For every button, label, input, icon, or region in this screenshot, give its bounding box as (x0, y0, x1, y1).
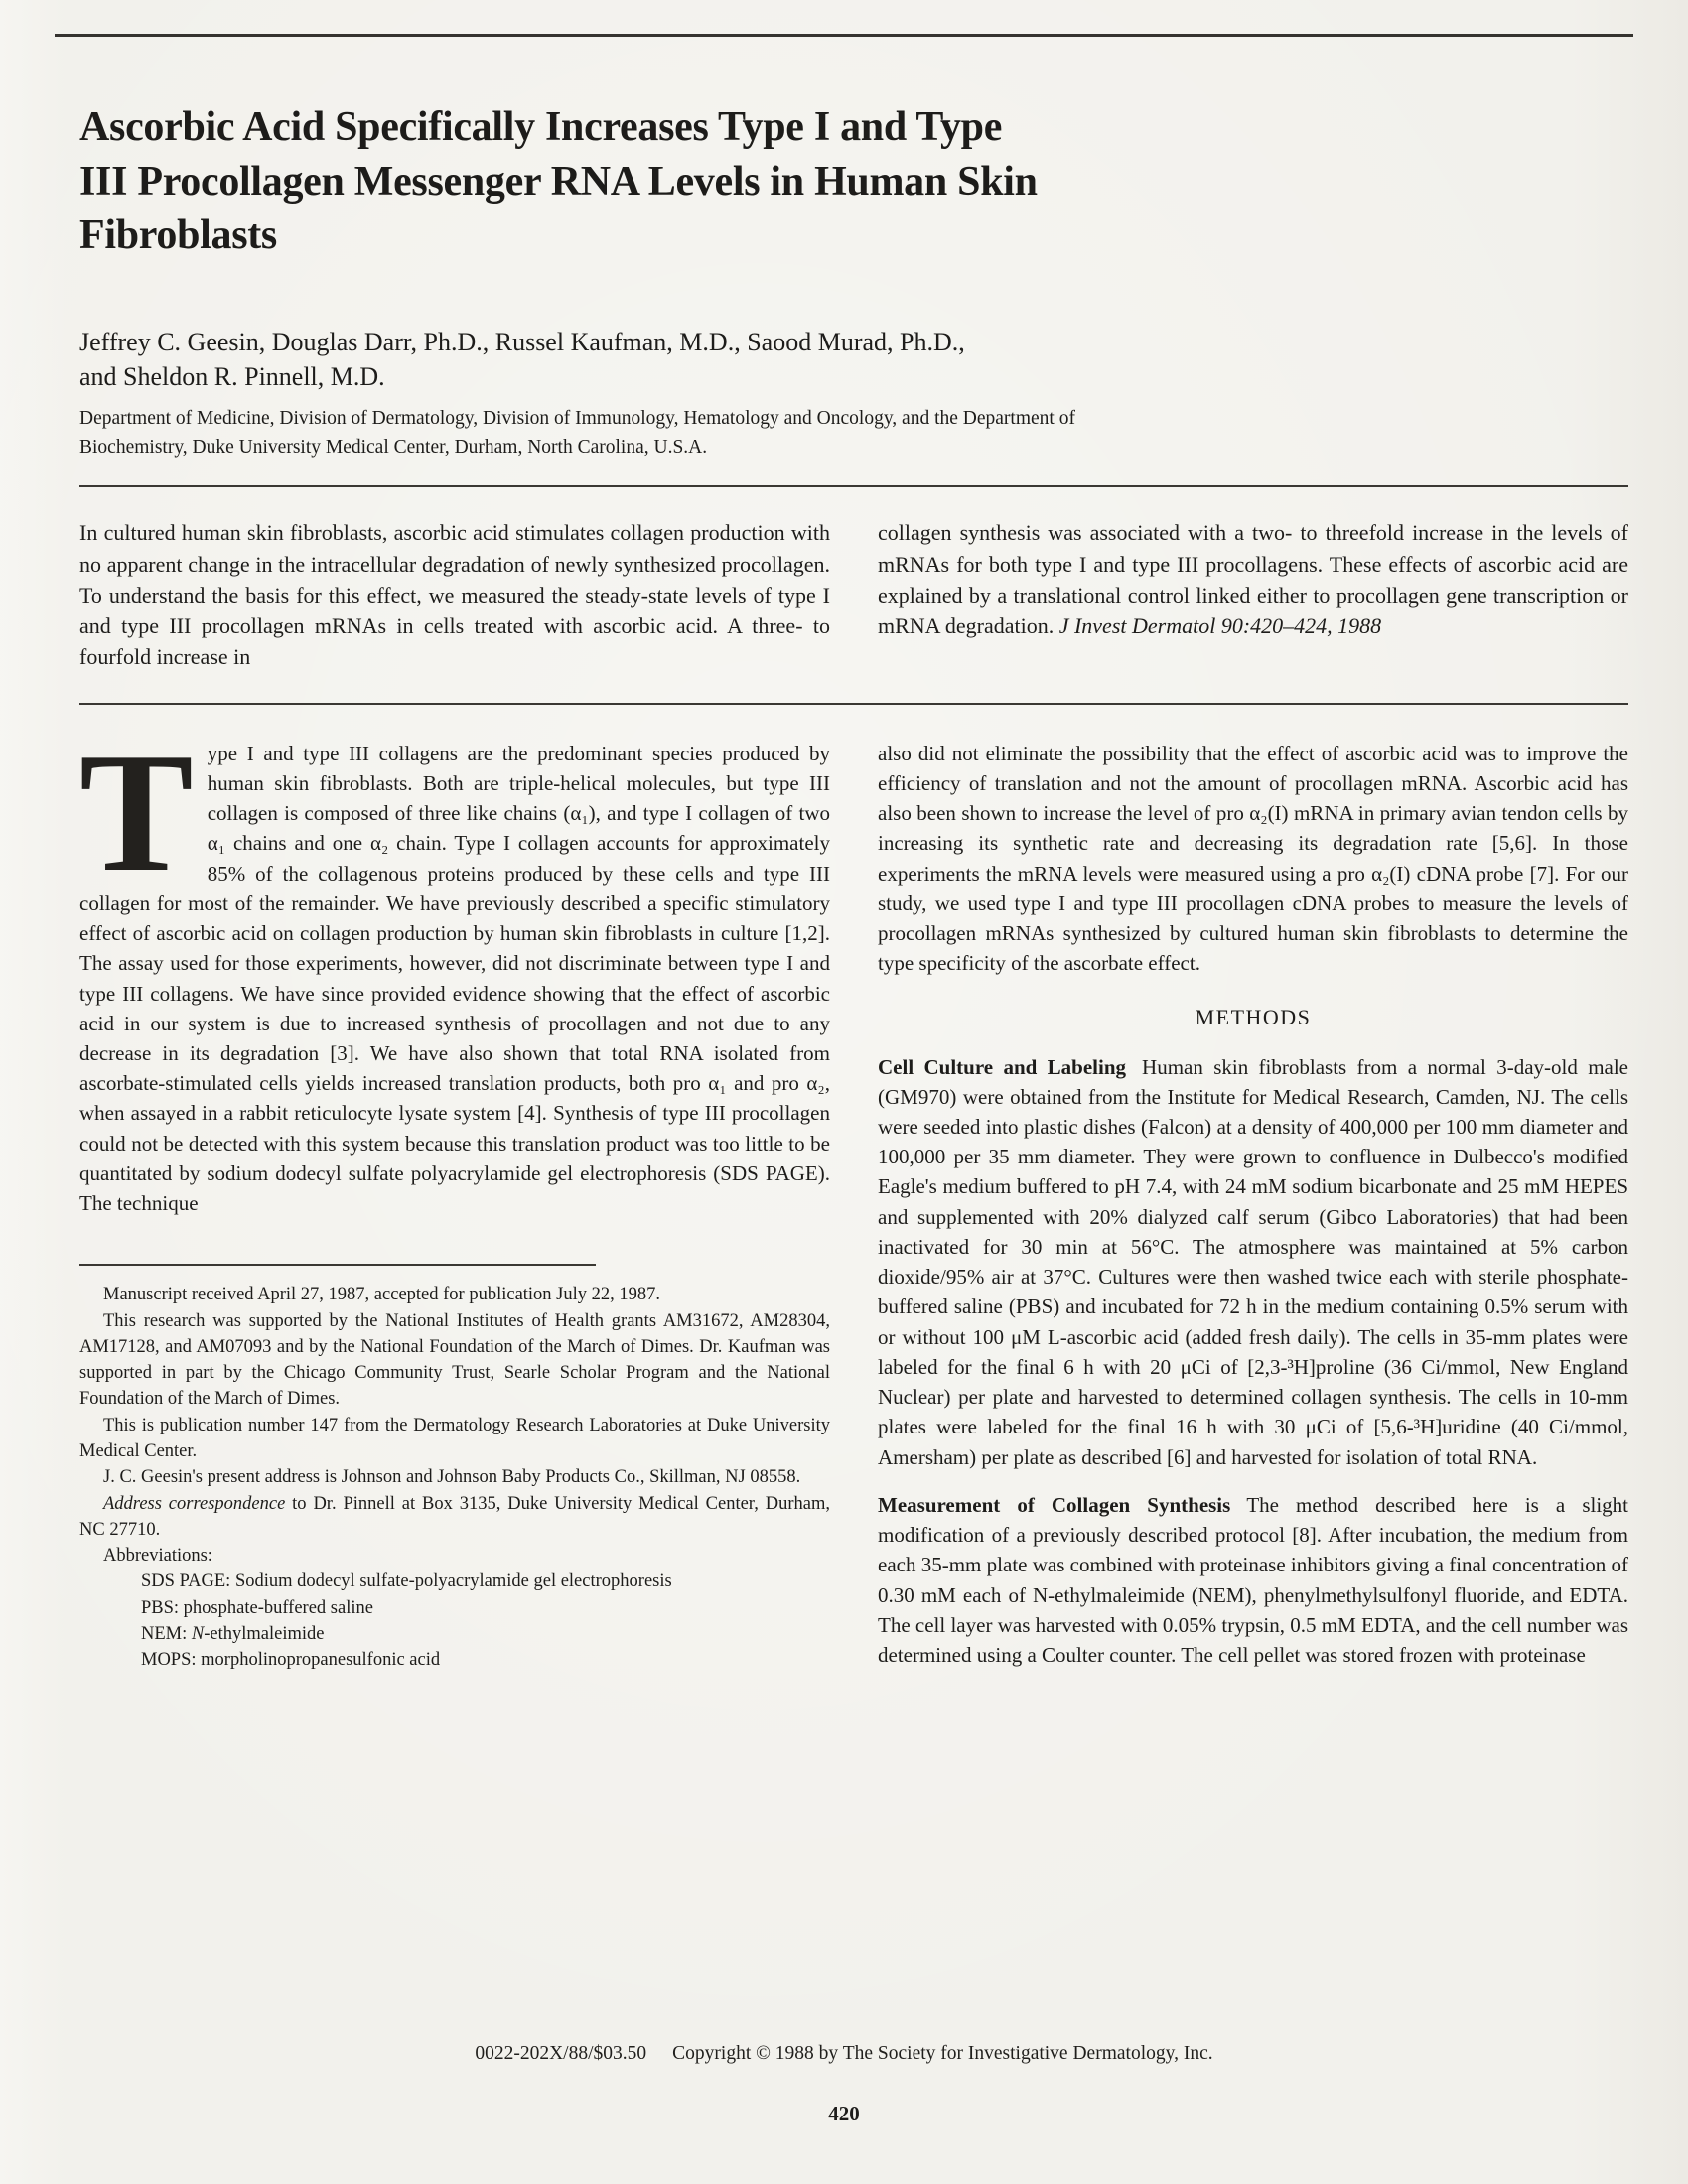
journal-citation: J Invest Dermatol 90:420–424, 1988 (1058, 614, 1382, 639)
method-cell-culture-paragraph (878, 1052, 1628, 1472)
abbreviations-label: Abbreviations: (103, 1546, 212, 1567)
abstract-divider (79, 703, 1628, 705)
abstract-left-column (79, 517, 830, 672)
header-divider (79, 485, 1628, 487)
body-right-column (878, 739, 1628, 1689)
intro-paragraph (79, 718, 830, 1219)
copyright-text: Copyright © 1988 by The Society for Investigative Dermatology, Inc. (672, 2043, 1213, 2064)
affiliation-line-2: Biochemistry, Duke University Medical Center, Durham, North Carolina, U.S.A. (79, 437, 708, 459)
abstract (79, 517, 1628, 672)
abstract-left-text: In cultured human skin fibroblasts, ascorbic acid stimulates collagen production with no apparent change in the intracellular degradation of newly synthesized procollagen. To understand the basis for this effect, we measured the steady-state levels of type I and type III procollagen mRNAs in cells treated with ascorbic acid. A three- to fourfold increase in (79, 520, 830, 670)
article-body (79, 718, 1629, 1689)
footnote-rule (79, 1264, 596, 1266)
abbreviation-nem-rest: -ethylmaleimide (204, 1623, 325, 1644)
footnote-block (79, 1264, 830, 1673)
body-left-column (79, 718, 830, 1689)
abstract-right-main: collagen synthesis was associated with a two- to threefold increase in the levels of mRNAs for both type I and type III procollagens. These effects of ascorbic acid are explained by a translational control linked either to procollagen gene transcription or mRNA degradation. (878, 520, 1628, 639)
author-line-1: Jeffrey C. Geesin, Douglas Darr, Ph.D., Russel Kaufman, M.D., Saood Murad, Ph.D., (79, 327, 965, 356)
abbreviation-pbs: PBS: phosphate-buffered saline (141, 1597, 373, 1618)
methods-heading: METHODS (1195, 1004, 1312, 1029)
issn-price-code: 0022-202X/88/$03.50 (475, 2043, 647, 2064)
method-collagen-measurement-paragraph (878, 1490, 1628, 1670)
page-number: 420 (828, 2102, 860, 2125)
affiliation-line-1: Department of Medicine, Division of Dermatology, Division of Immunology, Hematology and Oncology, and the Department of (79, 407, 1075, 429)
footnote-correspondence (79, 1491, 830, 1544)
footnote-funding: This research was supported by the National Institutes of Health grants AM31672, AM28304, AM17128, and AM07093 and by the National Foundation of the March of Dimes. Dr. Kaufman was supported in part by the Chicago Community Trust, Searle Scholar Program and the National Foundation of the March of Dimes. (79, 1310, 830, 1410)
author-list (79, 325, 1271, 394)
article-title-line-1: Ascorbic Acid Specifically Increases Type I and Type (79, 104, 1003, 150)
author-line-2: and Sheldon R. Pinnell, M.D. (79, 361, 385, 391)
article-title-line-2: III Procollagen Messenger RNA Levels in Human Skin (79, 158, 1038, 205)
abbreviation-nem (79, 1621, 675, 1647)
intro-continuation-paragraph: also did not eliminate the possibility that the effect of ascorbic acid was to improve the efficiency of translation and not the amount of procollagen mRNA. Ascorbic acid has also been shown to increase the level of pro α₂(I) mRNA in primary avian tendon cells by increasing its synthetic rate and decreasing its degradation rate [5,6]. In those experiments the mRNA levels were measured using a pro α₂(I) cDNA probe [7]. For our study, we used type I and type III procollagen cDNA probes to measure the levels of procollagen mRNAs synthesized by cultured human skin fibroblasts to determine the type specificity of the ascorbate effect. (878, 741, 1628, 976)
drop-cap: T (79, 718, 194, 907)
footnote-correspondence-lead: Address correspondence (103, 1493, 286, 1514)
intro-left-text: ype I and type III collagens are the predominant species produced by human skin fibroblasts. Both are triple-helical molecules, but type III collagen is composed of three like chains (α₁), and type I collagen of two α₁ chains and one α₂ chain. Type I collagen accounts for approximately 85% of the collagenous proteins produced by these cells and type III collagen for most of the remainder. We have previously described a specific stimulatory effect of ascorbic acid on collagen production by human skin fibroblasts in culture [1,2]. The assay used for those experiments, however, did not discriminate between type I and type III collagens. We have since provided evidence showing that the effect of ascorbic acid in our system is due to increased synthesis of procollagen and not due to any decrease in its degradation [3]. We have also shown that total RNA isolated from ascorbate-stimulated cells yields increased translation products, both pro α₁ and pro α₂, when assayed in a rabbit reticulocyte lysate system [4]. Synthesis of type III procollagen could not be detected with this system because this translation product was too little to be quantitated by sodium dodecyl sulfate polyacrylamide gel electrophoresis (SDS PAGE). The technique (79, 741, 830, 1216)
abbreviation-nem-prefix: NEM: (141, 1623, 192, 1644)
affiliation (79, 404, 1321, 463)
top-rule (55, 34, 1633, 37)
abstract-right-column (878, 517, 1628, 672)
article-title (79, 100, 1122, 263)
method-collagen-measurement-title: Measurement of Collagen Synthesis (878, 1492, 1231, 1517)
footnote-correspondence-rest: to Dr. Pinnell at Box 3135, Duke University Medical Center, Durham, NC 27710. (79, 1493, 830, 1540)
method-collagen-measurement-text: The method described here is a slight modification of a previously described protocol [8]. After incubation, the medium from each 35-mm plate was combined with proteinase inhibitors giving a final concentration of 0.30 mM each of N-ethylmaleimide (NEM), phenylmethylsulfonyl fluoride, and EDTA. The cell layer was harvested with 0.05% trypsin, 0.5 mM EDTA, and the cell number was determined using a Coulter counter. The cell pellet was stored frozen with proteinase (878, 1492, 1628, 1667)
article-title-line-3: Fibroblasts (79, 212, 277, 259)
abbreviation-mops: MOPS: morpholinopropanesulfonic acid (141, 1650, 441, 1671)
footnote-publication-number: This is publication number 147 from the Dermatology Research Laboratories at Duke University Medical Center. (79, 1415, 830, 1461)
abbreviation-nem-italic-n: N (191, 1623, 205, 1644)
footnote-received: Manuscript received April 27, 1987, accepted for publication July 22, 1987. (103, 1285, 661, 1305)
method-cell-culture-title: Cell Culture and Labeling (878, 1054, 1127, 1079)
abbreviation-sds-page: SDS PAGE: Sodium dodecyl sulfate-polyacrylamide gel electrophoresis (141, 1571, 672, 1592)
copyright-line (0, 2043, 1688, 2065)
footnote-present-address: J. C. Geesin's present address is Johnson and Johnson Baby Products Co., Skillman, NJ 08558. (103, 1467, 801, 1488)
method-cell-culture-text: Human skin fibroblasts from a normal 3-day-old male (GM970) were obtained from the Institute for Medical Research, Camden, NJ. The cells were seeded into plastic dishes (Falcon) at a density of 400,000 per 100 mm diameter and 100,000 per 35 mm diameter. They were grown to confluence in Dulbecco's modified Eagle's medium buffered to pH 7.4, with 24 mM sodium bicarbonate and 25 mM HEPES and supplemented with 20% dialyzed calf serum (Gibco Laboratories) that had been inactivated for 30 min at 56°C. The atmosphere was maintained at 5% carbon dioxide/95% air at 37°C. Cultures were then washed twice each with sterile phosphate-buffered saline (PBS) and incubated for 72 h in the medium containing 0.5% serum with or without 100 μM L-ascorbic acid (added fresh daily). The cells in 35-mm plates were labeled for the final 6 h with 20 μCi of [2,3-³H]proline (36 Ci/mmol, New England Nuclear) per plate and harvested to determined collagen synthesis. The cells in 10-mm plates were labeled for the final 16 h with 30 μCi of [5,6-³H]uridine (40 Ci/mmol, Amersham) per plate as described [6] and harvested for isolation of total RNA. (878, 1054, 1629, 1469)
abstract-right-text (878, 517, 1628, 641)
